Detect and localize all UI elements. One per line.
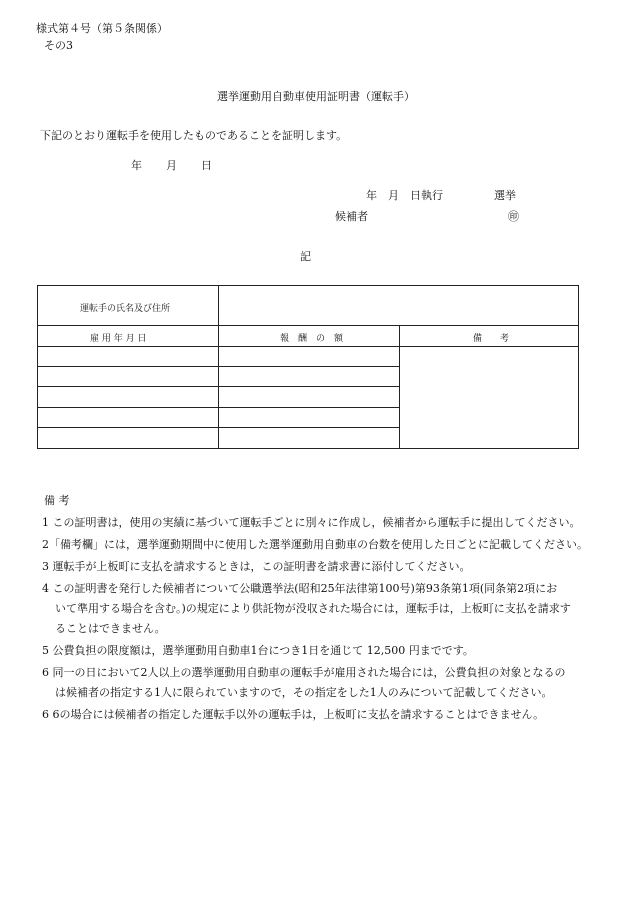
- seal-mark: ㊞: [508, 210, 519, 223]
- date-year-label: 年: [131, 159, 142, 172]
- candidate-label: 候補者: [335, 210, 368, 223]
- usage-table: [37, 285, 579, 449]
- election-label: 選挙: [494, 189, 516, 202]
- driver-name-address-label: 運転手の氏名及び住所: [80, 304, 171, 314]
- certification-statement: 下記のとおり運転手を使用したものであることを証明します。: [40, 129, 348, 142]
- note-line: 5 公費負担の限度額は，選挙運動用自動車1台につき1日を通じて 12,500 円までです。: [42, 644, 474, 657]
- document-title: 選挙運動用自動車使用証明書（運転手）: [217, 90, 415, 103]
- note-line: 1 この証明書は，使用の実績に基づいて運転手ごとに別々に作成し，候補者から運転手に提出してください。: [42, 516, 581, 529]
- table-cell-remuneration[interactable]: [219, 408, 398, 427]
- table-divider: [38, 325, 578, 326]
- election-date-label: 年 月 日執行: [366, 189, 443, 202]
- table-cell-employment-date[interactable]: [38, 367, 217, 386]
- driver-name-address-field[interactable]: [220, 286, 577, 324]
- date-month-label: 月: [166, 159, 177, 172]
- date-day-label: 日: [201, 159, 212, 172]
- table-cell-remuneration[interactable]: [219, 387, 398, 407]
- note-line: ることはできません。: [55, 622, 166, 635]
- note-line: は候補者の指定する1人に限られていますので，その指定をした1人のみについて記載してください。: [55, 686, 553, 699]
- table-cell-employment-date[interactable]: [38, 387, 217, 407]
- note-line: 2「備考欄」には，選挙運動期間中に使用した選挙運動用自動車の台数を使用した日ごとに記載してください。: [42, 538, 588, 551]
- note-line: 3 運転手が上板町に支払を請求するときは，この証明書を請求書に添付してください。: [42, 560, 471, 573]
- column-employment-date: 雇 用 年 月 日: [90, 334, 147, 344]
- column-remuneration: 報 酬 の 額: [280, 334, 344, 344]
- table-cell-remuneration[interactable]: [219, 428, 398, 448]
- note-line: 4 この証明書を発行した候補者について公職選挙法(昭和25年法律第100号)第93条第1項(同条第2項にお: [42, 582, 558, 595]
- note-line: 6 同一の日において2人以上の選挙運動用自動車の運転手が雇用された場合には，公費負担の対象となるの: [42, 666, 566, 679]
- form-sub-number: その3: [44, 39, 73, 52]
- table-cell-remuneration[interactable]: [219, 347, 398, 366]
- note-line: 6 6の場合には候補者の指定した運転手以外の運転手は，上板町に支払を請求することはできません。: [42, 708, 545, 721]
- table-cell-employment-date[interactable]: [38, 408, 217, 427]
- table-cell-employment-date[interactable]: [38, 347, 217, 366]
- note-line: いて準用する場合を含む。)の規定により供託物が没収された場合には，運転手は，上板町に支払を請求す: [55, 602, 571, 615]
- table-cell-remarks[interactable]: [400, 347, 577, 448]
- table-cell-employment-date[interactable]: [38, 428, 217, 448]
- column-remarks: 備 考: [473, 334, 510, 344]
- table-cell-remuneration[interactable]: [219, 367, 398, 386]
- notes-heading: 備 考: [44, 494, 70, 507]
- ki-label: 記: [300, 250, 311, 263]
- form-number: 様式第４号（第５条関係）: [36, 22, 168, 35]
